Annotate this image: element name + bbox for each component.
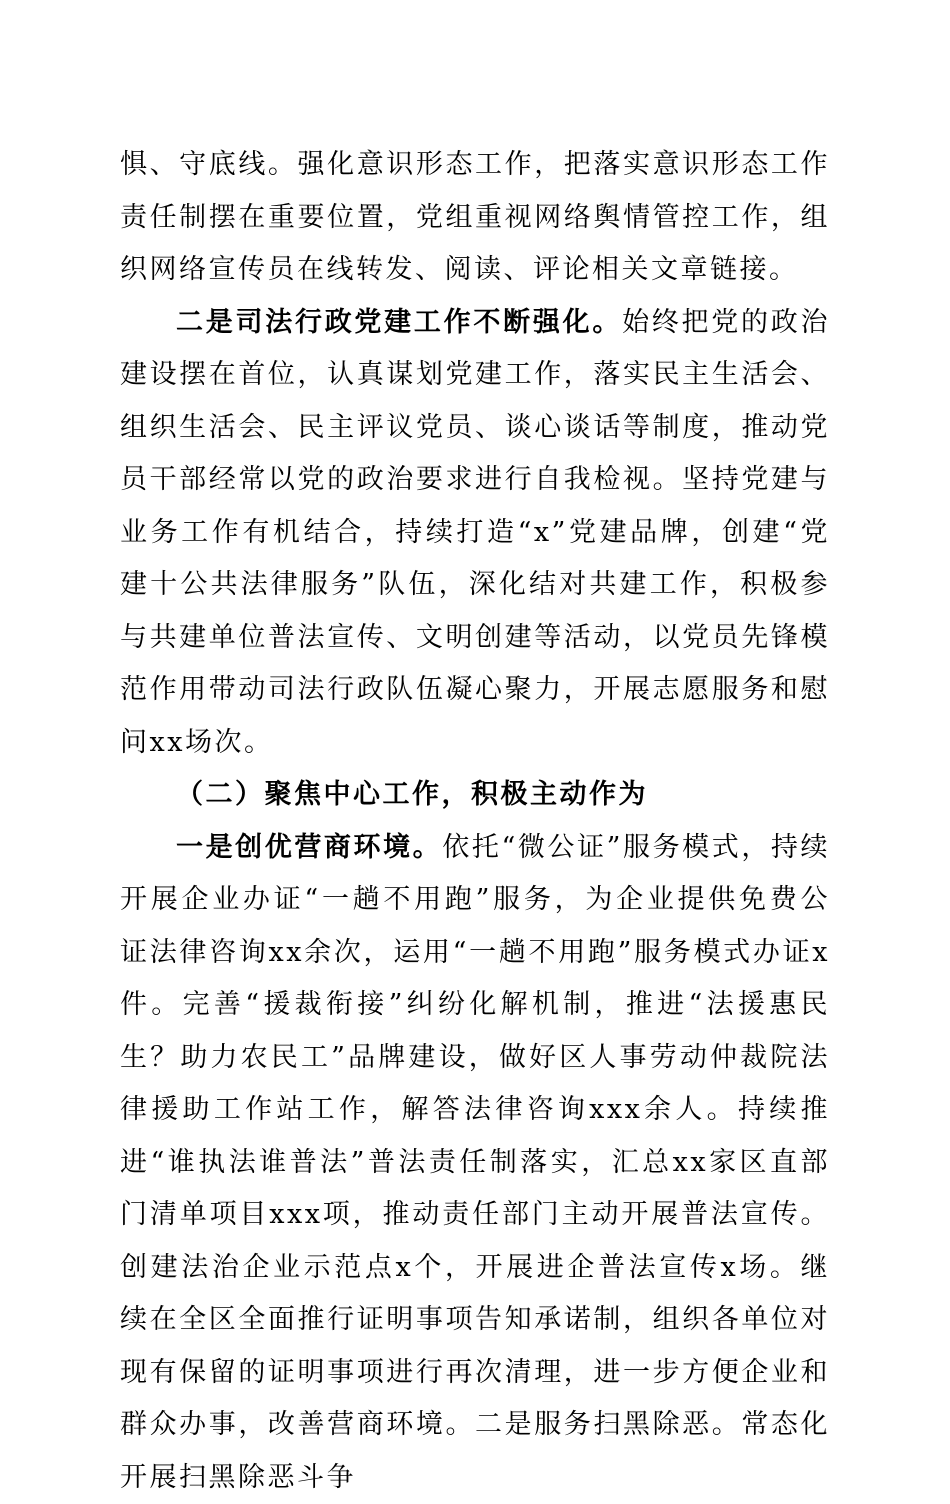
paragraph-party-building: [120, 297, 830, 770]
paragraph-text: 依托“微公证”服务模式，持续开展企业办证“一趟不用跑”服务，为企业提供免费公证法律咨询xx余次，运用“一趟不用跑”服务模式办证x件。完善“援裁衔接”纠纷化解机制，推进“法援惠民生？助力农民工”品牌建设，做好区人事劳动仲裁院法律援助工作站工作，解答法律咨询xxx余人。持续推进“谁执法谁普法”普法责任制落实，汇总xx家区直部门清单项目xxx项，推动责任部门主动开展普法宣传。创建法治企业示范点x个，开展进企普法宣传x场。继续在全区全面推行证明事项告知承诺制，组织各单位对现有保留的证明事项进行再次清理，进一步方便企业和群众办事，改善营商环境。二是服务扫黑除恶。常态化开展扫黑除恶斗争: [120, 832, 830, 1493]
section-heading: （二）聚焦中心工作，积极主动作为: [120, 769, 830, 822]
paragraph-lead: 二是司法行政党建工作不断强化。: [176, 307, 622, 338]
paragraph-lead: 一是创优营商环境。: [176, 832, 442, 863]
paragraph-text: 始终把党的政治建设摆在首位，认真谋划党建工作，落实民主生活会、组织生活会、民主评议党员、谈心谈话等制度，推动党员干部经常以党的政治要求进行自我检视。坚持党建与业务工作有机结合，持续打造“x”党建品牌，创建“党建十公共法律服务”队伍，深化结对共建工作，积极参与共建单位普法宣传、文明创建等活动，以党员先锋模范作用带动司法行政队伍凝心聚力，开展志愿服务和慰问xx场次。: [120, 307, 830, 758]
paragraph-text: 惧、守底线。强化意识形态工作，把落实意识形态工作责任制摆在重要位置，党组重视网络舆情管控工作，组织网络宣传员在线转发、阅读、评论相关文章链接。: [120, 149, 830, 285]
paragraph-business-environment: [120, 822, 830, 1504]
document-body: [120, 139, 830, 1504]
paragraph-ideology: [120, 139, 830, 297]
